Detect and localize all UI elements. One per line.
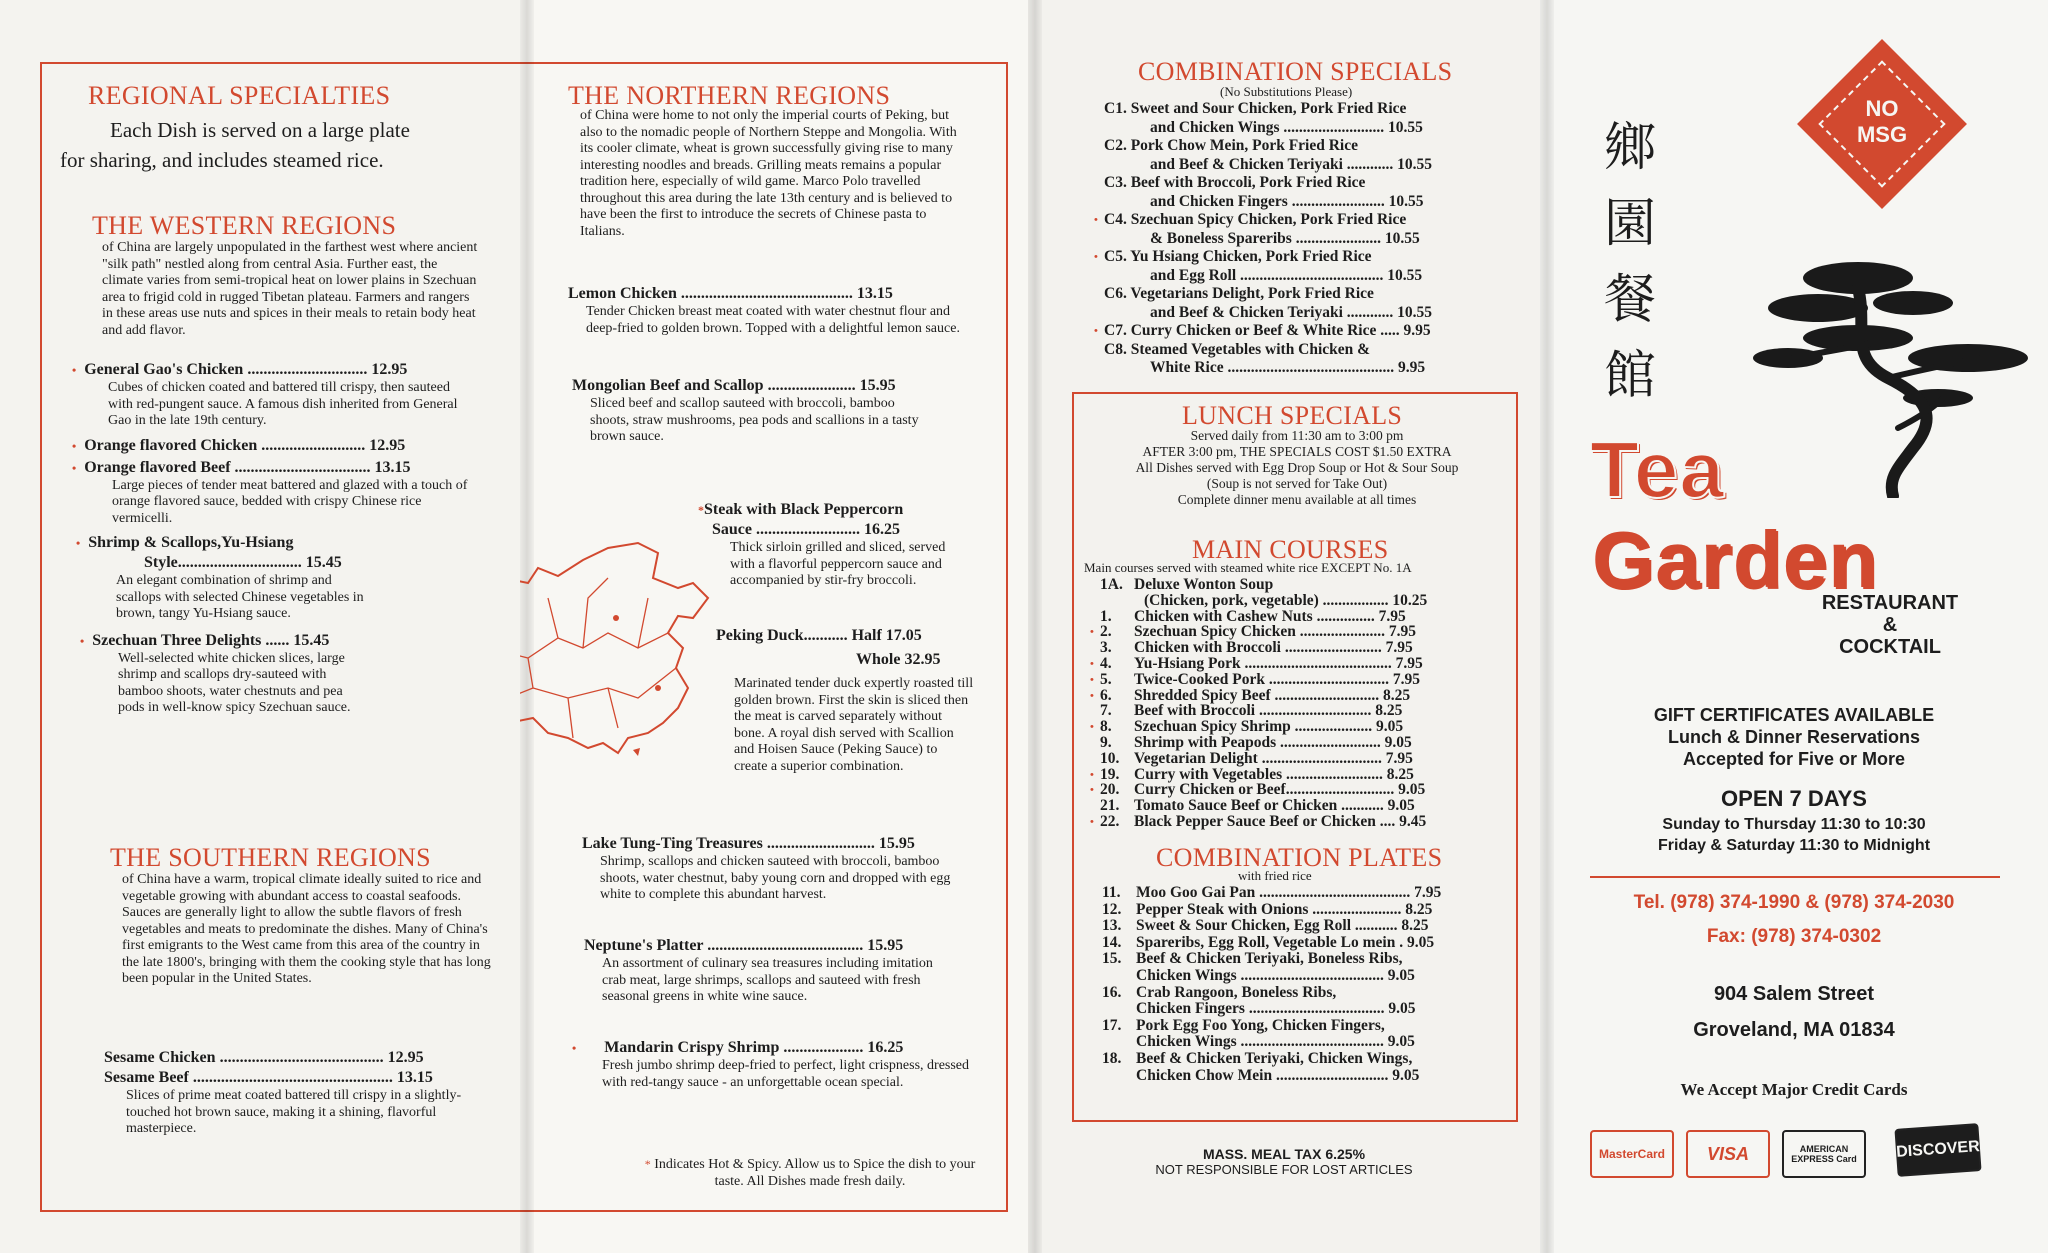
combo-special-row2 xyxy=(1150,267,1422,285)
price: 7.95 xyxy=(1389,670,1421,688)
visa-logo: VISA xyxy=(1686,1130,1770,1178)
combo-plates-subtitle: with fried rice xyxy=(1238,868,1312,883)
main-course-code: 10. xyxy=(1100,749,1120,767)
regional-title: REGIONAL SPECIALTIES xyxy=(88,81,391,110)
main-course-name: Chicken with Cashew Nuts xyxy=(1134,607,1313,625)
combo-line: and Beef & Chicken Teriyaki xyxy=(1150,303,1343,321)
combo-specials-list xyxy=(1094,100,1534,385)
menu-item-desc: Well-selected white chicken slices, large shrimp and scallops dry-sauteed with bamboo shoots, water chestnuts and pea pods in well-know spicy Szechuan sauce. xyxy=(118,650,351,715)
combo-special-row2 xyxy=(1150,304,1432,322)
main-course-name: Twice-Cooked Pork xyxy=(1134,670,1266,688)
price: 10.55 xyxy=(1384,192,1424,210)
price: 10.25 xyxy=(1388,591,1428,609)
page-fold xyxy=(1028,0,1042,1253)
northern-item-peking-duck: Peking Duck........... Half 17.05 Whole 32.95 Marinated tender duck expertly roasted till golden brown. First the skin is sliced then the meat is carved separately without bone. A royal dish served with Scallion and Hoisen Sauce (Peking Sauce) to create a superior combination. xyxy=(716,627,974,774)
price: 9.05 xyxy=(1384,1000,1416,1018)
menu-item-desc: Cubes of chicken coated and battered till crispy, then sauteed with red-pungent sauce. A famous dish inherited from General Gao in the late 19th century. xyxy=(108,380,458,428)
dots: ........... xyxy=(1351,917,1398,935)
spicy-star-icon: • xyxy=(72,363,77,377)
dots: ....................................... xyxy=(1255,884,1411,901)
combo-plate-line: Crab Rangoon, Boneless Ribs, xyxy=(1136,983,1337,1001)
dots: ............................... xyxy=(1265,670,1390,688)
combo-plate-line: Spareribs, Egg Roll, Vegetable Lo mein xyxy=(1136,933,1396,951)
spicy-star-icon: * xyxy=(644,1157,651,1171)
spicy-star-icon: • xyxy=(72,460,77,475)
western-items xyxy=(72,360,492,717)
main-courses-title: MAIN COURSES xyxy=(1192,535,1389,564)
price: 7.95 xyxy=(1385,623,1417,641)
combo-special-row xyxy=(1094,322,1431,340)
price: 10.55 xyxy=(1393,155,1433,173)
price: 8.25 xyxy=(1379,686,1411,704)
dots: ........... xyxy=(1337,797,1384,815)
spicy-star-icon: • xyxy=(1094,325,1098,337)
combo-line: and Beef & Chicken Teriyaki xyxy=(1150,155,1343,173)
combo-line: Vegetarians Delight, Pork Fried Rice xyxy=(1130,285,1374,302)
combo-special-row xyxy=(1104,174,1365,192)
combo-plate-code: 17. xyxy=(1102,1016,1122,1034)
combo-plate-code: 16. xyxy=(1102,983,1122,1001)
main-course-name: Black Pepper Sauce Beef or Chicken xyxy=(1134,813,1376,830)
combo-plate-row xyxy=(1102,917,1429,935)
northern-item-tung-ting: Lake Tung-Ting Treasures ........................... 15.95 Shrimp, scallops and chicken sauteed with broccoli, bamboo shoots, water chestnut, baby young corn and dropped with egg white to complete this abundant harvest. xyxy=(582,835,951,902)
main-course-name: (Chicken, pork, vegetable) xyxy=(1144,591,1319,609)
combo-special-row2 xyxy=(1150,119,1423,137)
combo-plate-row xyxy=(1102,884,1441,902)
main-course-code: 21. xyxy=(1100,797,1120,815)
price: 7.95 xyxy=(1391,655,1423,672)
combo-plates-title: COMBINATION PLATES xyxy=(1156,843,1443,872)
spicy-star-icon: * xyxy=(698,503,704,517)
lost-articles-note: NOT RESPONSIBLE FOR LOST ARTICLES xyxy=(1155,1162,1413,1177)
combo-special-row2 xyxy=(1150,230,1420,248)
menu-item: Sesame Chicken ......................................... 12.95 xyxy=(104,1049,424,1066)
discover-logo: DISCOVER xyxy=(1894,1123,1981,1177)
western-text: of China are largely unpopulated in the farthest west where ancient "silk path" nestled along from central Asia. Further east, the climate varies from semi-tropical heat on lower plains in Szechuan area to frigid cold in rugged Tibetan plateau. Farmers and rangers in these areas use nuts and spices in their meals to retain body heat and add flavor. xyxy=(102,240,478,338)
combo-plate-code: 13. xyxy=(1102,917,1122,935)
spicy-star-icon: • xyxy=(1090,673,1094,686)
price: 9.05 xyxy=(1380,734,1412,751)
combo-plate-code: 12. xyxy=(1102,900,1122,918)
price: 9.05 xyxy=(1394,781,1426,799)
main-course-code: 9. xyxy=(1100,734,1112,751)
price: 10.55 xyxy=(1383,266,1423,284)
combo-plate-code: 14. xyxy=(1102,933,1122,951)
main-course-code: 1A. xyxy=(1100,576,1123,593)
price: 9.05 xyxy=(1383,1033,1415,1051)
dots: ...................................... xyxy=(1240,655,1392,672)
main-course-code: 5. xyxy=(1100,670,1112,688)
combo-special-row2 xyxy=(1150,193,1423,211)
dots: ........................ xyxy=(1287,192,1385,210)
price: 7.95 xyxy=(1381,639,1413,657)
combo-special-row xyxy=(1094,248,1372,266)
meal-tax: MASS. MEAL TAX 6.25% xyxy=(1202,1146,1366,1162)
dots: ............................ xyxy=(1285,781,1395,799)
northern-item-lemon: Lemon Chicken ........................................... 13.15 Tender Chicken breast meat coated with water chestnut flour and deep-fried to golden brown. Topped with a delightful lemon sauce. xyxy=(568,285,960,336)
combo-special-row xyxy=(1094,211,1407,229)
price: 10.55 xyxy=(1393,303,1433,321)
combo-line: and Chicken Fingers xyxy=(1150,192,1288,210)
price: 9.95 xyxy=(1394,359,1426,376)
combo-plate-line: Chicken Wings xyxy=(1136,967,1237,984)
main-course-code: 8. xyxy=(1100,718,1112,736)
price: 8.25 xyxy=(1371,702,1403,720)
combo-line: Pork Chow Mein, Pork Fried Rice xyxy=(1130,137,1358,154)
dots: ..................................... xyxy=(1236,1033,1384,1051)
spicy-star-icon: • xyxy=(1094,251,1098,263)
combo-plate-line: Sweet & Sour Chicken, Egg Roll xyxy=(1136,917,1352,935)
spicy-star-icon: • xyxy=(1090,721,1094,734)
dots: . xyxy=(1395,933,1404,951)
main-course-code: 19. xyxy=(1100,765,1120,783)
spicy-star-icon: • xyxy=(80,633,85,648)
dots: ............... xyxy=(1312,607,1375,625)
main-courses-list xyxy=(1090,576,1510,836)
spicy-star-icon: • xyxy=(72,438,77,453)
combo-code: C7. xyxy=(1104,322,1131,339)
dots: ........................... xyxy=(1270,686,1380,704)
no-msg-text: NO MSG xyxy=(1856,96,1908,147)
dots: .... xyxy=(1375,813,1396,830)
combo-plate-line: Beef & Chicken Teriyaki, Boneless Ribs, xyxy=(1136,950,1403,968)
page-fold xyxy=(1540,0,1554,1253)
logo-tea: Tea xyxy=(1590,425,1725,514)
combo-special-row xyxy=(1104,341,1370,359)
price: 9.05 xyxy=(1383,797,1415,815)
price: 9.45 xyxy=(1395,813,1427,830)
dots: ............................... xyxy=(1257,749,1382,767)
main-course-name: Chicken with Broccoli xyxy=(1134,639,1281,657)
menu-item: • Orange flavored Beef .................................. 13.15 xyxy=(72,458,411,476)
combo-code: C6. xyxy=(1104,285,1131,302)
menu-item: • Szechuan Three Delights ...... 15.45 xyxy=(80,631,330,649)
dots: .................... xyxy=(1290,718,1373,736)
combo-plate-row xyxy=(1102,950,1403,968)
main-course-name: Tomato Sauce Beef or Chicken xyxy=(1134,797,1338,815)
combo-plates-list xyxy=(1102,884,1522,1114)
northern-item-mongolian: Mongolian Beef and Scallop ...................... 15.95 Sliced beef and scallop sauteed with broccoli, bamboo shoots, straw mushrooms, pea pods and scallions in a tasty brown sauce. xyxy=(572,377,919,444)
spicy-star-icon: • xyxy=(1090,689,1094,702)
main-course-name: Yu-Hsiang Pork xyxy=(1134,655,1241,672)
bonsai-tree-icon xyxy=(1738,248,2038,498)
combo-code: C2. xyxy=(1104,137,1131,154)
logo-garden: Garden xyxy=(1592,515,1879,604)
main-course-code: 4. xyxy=(1100,655,1112,672)
main-course-name: Vegetarian Delight xyxy=(1134,749,1258,767)
opening-hours: Sunday to Thursday 11:30 to 10:30 Friday & Saturday 11:30 to Midnight xyxy=(1657,816,1931,854)
spicy-star-icon: • xyxy=(1090,784,1094,797)
combo-plate-row2 xyxy=(1136,967,1415,985)
dots: ......................... xyxy=(1282,765,1383,783)
main-course-name: Szechuan Spicy Shrimp xyxy=(1134,718,1291,736)
western-title: THE WESTERN REGIONS xyxy=(92,211,397,240)
spicy-star-icon: • xyxy=(572,1041,577,1055)
restaurant-cocktail: RESTAURANT & COCKTAIL xyxy=(1821,592,1959,658)
combo-plate-line: Chicken Wings xyxy=(1136,1033,1237,1051)
combo-line: Beef with Broccoli, Pork Fried Rice xyxy=(1130,174,1366,191)
dots: ............ xyxy=(1342,155,1394,173)
northern-title: THE NORTHERN REGIONS xyxy=(568,81,891,110)
panel-regional xyxy=(0,0,520,1253)
combo-special-row2 xyxy=(1150,359,1425,377)
amex-logo: AMERICAN EXPRESS Card xyxy=(1782,1130,1866,1178)
dots: ................. xyxy=(1318,591,1389,609)
dots: ....................... xyxy=(1308,900,1402,918)
divider xyxy=(1590,876,2000,878)
dots: ...................... xyxy=(1295,623,1386,641)
combo-code: C4. xyxy=(1104,211,1131,228)
main-course-name: Beef with Broccoli xyxy=(1134,702,1256,720)
main-course-name: Shredded Spicy Beef xyxy=(1134,686,1271,704)
open-7-days: OPEN 7 DAYS xyxy=(1721,786,1867,811)
combo-line: and Chicken Wings xyxy=(1150,118,1280,136)
price: 7.95 xyxy=(1410,884,1442,901)
panel-specials xyxy=(1028,0,1540,1253)
main-course-name: Deluxe Wonton Soup xyxy=(1134,576,1274,593)
dots: ..... xyxy=(1376,322,1400,339)
lunch-info: Served daily from 11:30 am to 3:00 pm AFTER 3:00 pm, THE SPECIALS COST $1.50 EXTRA All Dishes served with Egg Drop Soup or Hot & Sour Soup (Soup is not served for Take Out) Complete dinner menu available at all times xyxy=(1135,428,1459,507)
main-course-code: 20. xyxy=(1100,781,1120,799)
spicy-star-icon: • xyxy=(1094,214,1098,226)
combo-plate-row xyxy=(1102,1050,1412,1068)
dots: ..................................... xyxy=(1236,967,1384,984)
price: 8.25 xyxy=(1382,765,1414,783)
address: 904 Salem Street Groveland, MA 01834 xyxy=(1693,983,1895,1041)
combo-line: Yu Hsiang Chicken, Pork Fried Rice xyxy=(1130,248,1372,265)
dots: ......................... xyxy=(1280,639,1382,657)
spicy-star-icon: • xyxy=(76,536,81,550)
main-course-name: Shrimp with Peapods xyxy=(1134,734,1277,751)
main-course-code: 22. xyxy=(1100,813,1120,830)
dots: ............................. xyxy=(1255,702,1372,720)
price: 9.05 xyxy=(1372,718,1404,736)
combo-plate-line: Pepper Steak with Onions xyxy=(1136,900,1309,918)
spicy-star-icon: • xyxy=(1090,768,1094,781)
northern-text: of China were home to not only the imperial courts of Peking, but also to the nomadic people of Northern Steppe and Mongolia. With its cooler climate, wheat is grown successfully giving rise to many interesting noodles and breads. Grilling meats remains a popular tradition here, especially of wild game. Marco Polo travelled throughout this area during the late 13th century and is believed to have been the first to introduce the secrets of Chinese pasta to Italians. xyxy=(580,108,957,239)
menu-item-desc: Slices of prime meat coated battered till crispy in a slightly-touched hot brown sauce, making it a shining, flavorful masterpiece. xyxy=(126,1088,462,1136)
combo-plate-line: Moo Goo Gai Pan xyxy=(1136,884,1256,901)
combo-code: C3. xyxy=(1104,174,1131,191)
main-course-name: Curry with Vegetables xyxy=(1134,765,1283,783)
southern-text: of China have a warm, tropical climate ideally suited to rice and vegetable growing with abundant access to coastal seafoods. Sauces are generally light to allow the subtle flavors of fresh vegetables and meats to predominate the dishes. Many of China's first emigrants to the West came from this area of the country in the late 1800's, bringing with them the cooking style that has long been popular in the United States. xyxy=(122,872,491,986)
combo-plate-code: 18. xyxy=(1102,1050,1122,1067)
combo-line: and Egg Roll xyxy=(1150,266,1237,284)
menu-item: • Shrimp & Scallops,Yu-Hsiang xyxy=(76,534,294,551)
main-courses-subtitle: Main courses served with steamed white rice EXCEPT No. 1A xyxy=(1084,560,1412,575)
combo-plate-code: 15. xyxy=(1102,950,1122,968)
price: 7.95 xyxy=(1374,607,1406,625)
panel-northern xyxy=(520,0,1028,1253)
regional-intro-1: Each Dish is served on a large plate xyxy=(110,118,410,142)
combo-plate-row xyxy=(1102,984,1336,1002)
credit-cards-title: We Accept Major Credit Cards xyxy=(1680,1080,1908,1099)
main-course-code: 2. xyxy=(1100,623,1112,641)
dots: .......................... xyxy=(1279,118,1385,136)
combo-line: Sweet and Sour Chicken, Pork Fried Rice xyxy=(1130,100,1407,117)
combo-plate-row xyxy=(1102,934,1434,952)
combo-plate-row2 xyxy=(1136,1033,1415,1051)
dots: ...................... xyxy=(1291,229,1381,247)
combo-specials-subtitle: (No Substitutions Please) xyxy=(1220,84,1353,99)
combo-line: Szechuan Spicy Chicken, Pork Fried Rice xyxy=(1130,211,1407,228)
spicy-star-icon: • xyxy=(1090,626,1094,639)
combo-plate-row xyxy=(1102,1017,1385,1035)
menu-item-desc: Large pieces of tender meat battered and glazed with a touch of orange flavored sauce, bedded with crispy Chinese rice vermicelli. xyxy=(112,477,468,526)
telephone: Tel. (978) 374-1990 & (978) 374-2030 xyxy=(1633,892,1955,913)
main-course-code: 1. xyxy=(1100,607,1112,625)
dots: ............ xyxy=(1342,303,1394,321)
northern-item-mandarin: • Mandarin Crispy Shrimp .................... 16.25 Fresh jumbo shrimp deep-fried to perfect, light crispness, dressed with red-tangy sauce - an unforgettable ocean special. xyxy=(572,1039,970,1090)
combo-code: C1. xyxy=(1104,100,1131,117)
spicy-footnote: * Indicates Hot & Spicy. Allow us to Spice the dish to your taste. All Dishes made fresh daily. xyxy=(644,1157,976,1189)
main-course-name: Curry Chicken or Beef xyxy=(1134,781,1286,799)
main-course-name: Szechuan Spicy Chicken xyxy=(1134,623,1296,641)
dots: ............................. xyxy=(1272,1066,1389,1084)
combo-code: C8. xyxy=(1104,340,1131,358)
price: 8.25 xyxy=(1397,917,1429,935)
combo-plate-line: Pork Egg Foo Yong, Chicken Fingers, xyxy=(1136,1016,1385,1034)
dots: .......................... xyxy=(1276,734,1381,751)
combo-line: Curry Chicken or Beef & White Rice xyxy=(1130,322,1377,339)
spicy-star-icon: • xyxy=(1090,658,1094,670)
combo-special-row xyxy=(1104,137,1358,155)
combo-plate-row xyxy=(1102,901,1432,919)
regional-intro-2: for sharing, and includes steamed rice. xyxy=(60,148,384,172)
dots: ..................................... xyxy=(1236,266,1384,284)
mastercard-logo: MasterCard xyxy=(1590,1130,1674,1178)
combo-special-row xyxy=(1104,100,1406,118)
gift-certificates: GIFT CERTIFICATES AVAILABLE Lunch & Dinner Reservations Accepted for Five or More xyxy=(1653,705,1935,769)
main-course-code: 6. xyxy=(1100,686,1112,704)
price: 9.05 xyxy=(1388,1066,1420,1084)
northern-item-steak: *Steak with Black Peppercorn Sauce .......................... 16.25 Thick sirloin grilled and sliced, served with a flavorful peppercorn sauce and accompanied by stir-fry broccoli. xyxy=(698,501,946,588)
menu-item-line2: Style............................... 15.45 xyxy=(144,554,342,571)
combo-plate-code: 11. xyxy=(1102,884,1121,901)
combo-code: C5. xyxy=(1104,248,1131,265)
price: 9.95 xyxy=(1399,322,1431,339)
price: 10.55 xyxy=(1380,229,1420,247)
main-course-code: 3. xyxy=(1100,639,1112,657)
combo-plate-line: Beef & Chicken Teriyaki, Chicken Wings, xyxy=(1136,1050,1413,1067)
combo-special-row2 xyxy=(1150,156,1432,174)
fax: Fax: (978) 374-0302 xyxy=(1706,926,1882,947)
combo-plate-row2 xyxy=(1136,1067,1419,1085)
price: 10.55 xyxy=(1384,118,1423,136)
combo-line: & Boneless Spareribs xyxy=(1150,229,1292,247)
price: 7.95 xyxy=(1381,749,1413,767)
combo-line: Steamed Vegetables with Chicken & xyxy=(1130,340,1371,358)
menu-item: Sesame Beef .................................................. 13.15 xyxy=(104,1069,433,1086)
northern-item-neptune: Neptune's Platter ....................................... 15.95 An assortment of culinary sea treasures including imitation crab meat, large shrimps, scallops and sauteed with fresh seasonal greens in white wine sauce. xyxy=(584,937,933,1004)
dots: ................................... xyxy=(1244,1000,1385,1018)
price: 8.25 xyxy=(1401,900,1433,918)
menu-item-desc: An elegant combination of shrimp and scallops with selected Chinese vegetables in brown, tangy Yu-Hsiang sauce. xyxy=(116,573,364,621)
combo-specials-title: COMBINATION SPECIALS xyxy=(1138,57,1453,86)
main-course-row xyxy=(1090,813,1427,831)
combo-plate-row2 xyxy=(1136,1000,1415,1018)
menu-item: • Orange flavored Chicken .......................... 12.95 xyxy=(72,436,406,454)
southern-items xyxy=(104,1048,504,1138)
chinese-name: 鄉 園 餐 館 xyxy=(1604,118,1657,406)
panel-cover xyxy=(1540,0,2048,1253)
spicy-star-icon: • xyxy=(1090,816,1094,828)
combo-special-row xyxy=(1104,285,1374,303)
combo-plate-line: Chicken Chow Mein xyxy=(1136,1066,1273,1084)
price: 9.05 xyxy=(1383,967,1415,984)
combo-plate-line: Chicken Fingers xyxy=(1136,1000,1245,1018)
dots: ........................................... xyxy=(1223,359,1395,376)
lunch-title: LUNCH SPECIALS xyxy=(1182,401,1403,430)
southern-title: THE SOUTHERN REGIONS xyxy=(110,843,431,872)
price: 9.05 xyxy=(1403,933,1435,951)
main-course-code: 7. xyxy=(1100,702,1112,720)
combo-line: White Rice xyxy=(1150,359,1224,376)
menu-item: • General Gao's Chicken .............................. 12.95 xyxy=(72,361,408,378)
